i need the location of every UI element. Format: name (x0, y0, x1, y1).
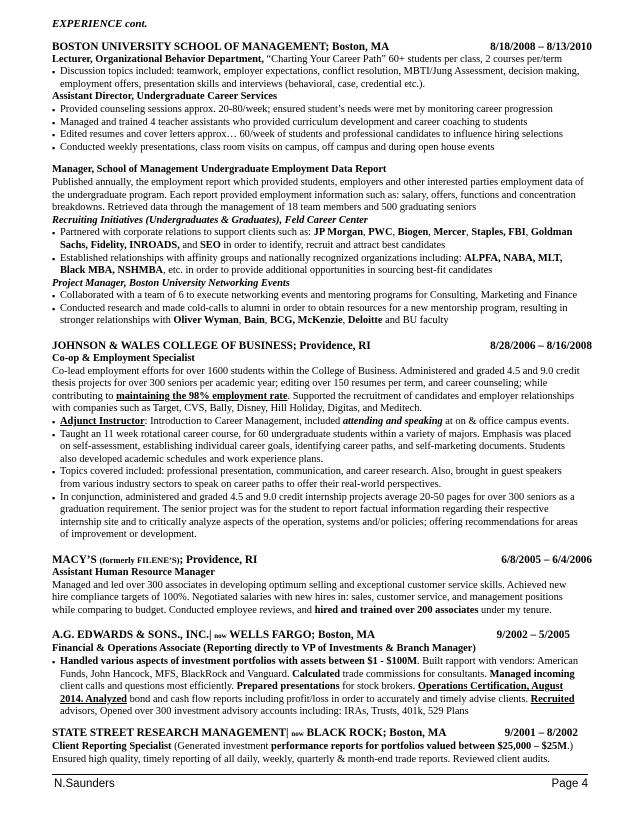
jw-bullet: ▪ Topics covered included: professional presentation, communication, and career research. Also, brought in guest speakers (52, 466, 592, 479)
jw-bullet-cont: also developed academic schedules and work experience plans. (60, 453, 324, 465)
footer-divider (52, 774, 588, 775)
bu-role1-bullet-cont: employment offers, presentation skills and interviews (behavioral, case, credential etc.). (60, 78, 426, 90)
macys-text: Managed and led over 300 associates in developing optimum selling and exceptional customer service skills. Achieved new (52, 579, 567, 591)
bu-role3-text: Published annually, the employment report which provided students, employers and other interested parties employment data of (52, 176, 584, 188)
ss-heading (52, 727, 592, 741)
jw-bullet-cont: of improvement or development. (60, 529, 197, 541)
jw-text: with companies such as Target, CVS, Bally, Disney, Hill Holiday, Digitas, and Meditech. (52, 403, 423, 415)
ss-dates: 9/2001 – 8/2002 (504, 726, 578, 739)
bu-role3-title: Manager, School of Management Undergraduate Employment Data Report (52, 164, 387, 176)
bu-role2-bullet: ▪ Provided counseling sessions approx. 20-80/week; ensured student’s needs were met by monitoring career progression (52, 104, 592, 117)
macys-text: while comparing to budget. Conducted employee reviews, and hired and trained over 200 associates under my tenure. (52, 604, 552, 616)
footer-page-number: Page 4 (551, 778, 588, 790)
bu-role5-title: Project Manager, Boston University Networking Events (52, 277, 290, 289)
page-footer (54, 778, 588, 790)
jw-title: Co-op & Employment Specialist (52, 353, 195, 365)
footer-name: N.Saunders (54, 778, 115, 790)
bu-role2-bullet: ▪ Edited resumes and cover letters approx… 60/week of students and professional candidates to influence hiring selections (52, 129, 592, 142)
macys-dates: 6/8/2005 – 6/4/2006 (501, 553, 592, 566)
bu-role1: Lecturer, Organizational Behavior Department, “Charting Your Career Path” 60+ students per class, 2 courses per/term (52, 53, 563, 65)
jw-text: thesis projects for over 300 seniors per academic year; editing over 150 resumes per term, and career counseling; while (52, 378, 548, 390)
ag-dates: 9/2002 – 5/2005 (496, 629, 570, 642)
jw-text: contributing to maintaining the 98% employment rate. Supported the recruitment of candidates and employer relationships (52, 390, 575, 402)
jw-bullet: ▪ In conjunction, administered and graded 4.5 and 9.0 credit internship projects average 20-50 pages for over 300 seniors as a (52, 492, 592, 505)
macys-heading (52, 554, 592, 567)
jw-text: Co-lead employment efforts for over 1600 students within the College of Business. Administered and graded 4.5 and 9.0 credit (52, 365, 580, 377)
bu-org: BOSTON UNIVERSITY SCHOOL OF MANAGEMENT; Boston, MA (52, 40, 390, 53)
macys-org: MACY’S (formerly FILENE’S); Providence, RI (52, 553, 258, 566)
bu-dates: 8/18/2008 – 8/13/2010 (490, 40, 592, 53)
ss-title: Client Reporting Specialist (Generated investment performance reports for portfolios valued between $25,000 – $25M.) (52, 740, 574, 752)
jw-bullet-cont: internship site and to critically analyze aspects of the operation, systems and/or policies; offering recommendations for areas (60, 516, 578, 528)
bu-role3-text: the undergraduate program. Each report provided employment information such as: salary, offers, functions and concentration (52, 189, 576, 201)
jw-bullet-cont: from various industry sectors to speak on career paths to offer their real-world perspectives. (60, 479, 442, 490)
jw-bullet: ▪ Taught an 11 week rotational career course, for 60 undergraduate students within a variety of majors. Emphasis was placed (52, 429, 592, 442)
bu-role2-bullet: ▪ Conducted weekly presentations, class room visits on campus, off campus and during open house events (52, 142, 592, 155)
ss-org: STATE STREET RESEARCH MANAGEMENT| now BLACK ROCK; Boston, MA (52, 726, 447, 739)
bu-role4-title: Recruiting Initiatives (Undergraduates & Graduates), Feld Career Center (52, 214, 368, 226)
bu-heading (52, 41, 592, 54)
section-header: EXPERIENCE cont. (52, 18, 148, 30)
ss-text: Ensured high quality, timely reporting of all daily, weekly, quarterly & month-end trade reports. Reviewed client audits. (52, 753, 551, 765)
ag-bullet-cont: client calls and questions most efficiently. Prepared presentations for stock brokers. Operations Certification, August (60, 681, 564, 693)
jw-dates: 8/28/2006 – 8/16/2008 (490, 340, 592, 353)
resume-page (52, 18, 592, 766)
bu-role3-text: breakdowns. Retrieved data through the management of 18 team members and 500 graduating seniors (52, 202, 477, 214)
macys-text: hire compliance targets of 100%. Negotiated salaries with new hires in: sales, customer service, and management positions (52, 592, 563, 604)
ag-bullet-cont: 2014. Analyzed bond and cash flow reports including profit/loss in order to accurately and timely advise clients. Recruited (60, 693, 575, 705)
ag-title: Financial & Operations Associate (Reporting directly to VP of Investments & Branch Manager) (52, 643, 476, 655)
macys-title: Assistant Human Resource Manager (52, 566, 215, 578)
bu-role1-bullet: ▪ Discussion topics included: teamwork, employer expectations, conflict resolution, MBTI/Jung Assessment, decision making, (52, 66, 592, 79)
jw-bullet: ▪ Adjunct Instructor: Introduction to Career Management, included attending and speaking at on & office campus events. (52, 416, 592, 429)
bu-role4-bullet-cont: Black MBA, NSHMBA, etc. in order to provide additional opportunities in sourcing best-fit candidates (60, 265, 493, 277)
bu-role2-title: Assistant Director, Undergraduate Career Services (52, 91, 277, 103)
bu-role4-bullet-cont: Sachs, Fidelity, INROADS, and SEO in order to identify, recruit and attract best candidates (60, 239, 446, 251)
ag-bullet: ▪ Handled various aspects of investment portfolios with assets between $1 - $100M. Built rapport with vendors: American (52, 656, 592, 669)
bu-role4-bullet: ▪ Established relationships with affinity groups and nationally recognized organizations including: ALPFA, NABA, MLT, (52, 253, 592, 266)
jw-org: JOHNSON & WALES COLLEGE OF BUSINESS; Providence, RI (52, 340, 371, 353)
bu-role4-bullet: ▪ Partnered with corporate relations to support clients such as: JP Morgan, PWC, Biogen, Mercer, Staples, FBI, Goldman (52, 227, 592, 240)
jw-heading (52, 340, 592, 353)
bu-role5-bullet-cont: stronger relationships with Oliver Wyman, Bain, BCG, McKenzie, Deloitte and BU faculty (60, 315, 449, 327)
jw-bullet-cont: graduation requirement. The senior project was for the student to report factual information regarding their respective (60, 504, 549, 516)
ag-heading (52, 629, 592, 643)
bu-role5-bullet: ▪ Conducted research and made cold-calls to alumni in order to obtain resources for a new mentorship program, resulting in (52, 303, 592, 316)
bu-role2-bullet: ▪ Managed and trained 4 teacher assistants who provided curriculum development and career coaching to students (52, 117, 592, 130)
bu-role5-bullet: ▪ Collaborated with a team of 6 to execute networking events and mentoring programs for Consulting, Marketing and Finance (52, 290, 592, 303)
ag-bullet-cont: Funds, John Hancock, MFS, BlackRock and Vanguard. Calculated trade commissions for consultants. Managed incoming (60, 668, 575, 680)
jw-bullet-cont: on self-assessment, establishing individual career goals, identifying career paths, and self-marketing documents. Students (60, 441, 565, 453)
ag-org: A.G. EDWARDS & SONS., INC.| now WELLS FARGO; Boston, MA (52, 629, 376, 642)
ag-bullet-cont: advisors, Opened over 300 investment advisory accounts including: IRAs, Trusts, 401k, 529 Plans (60, 706, 469, 718)
